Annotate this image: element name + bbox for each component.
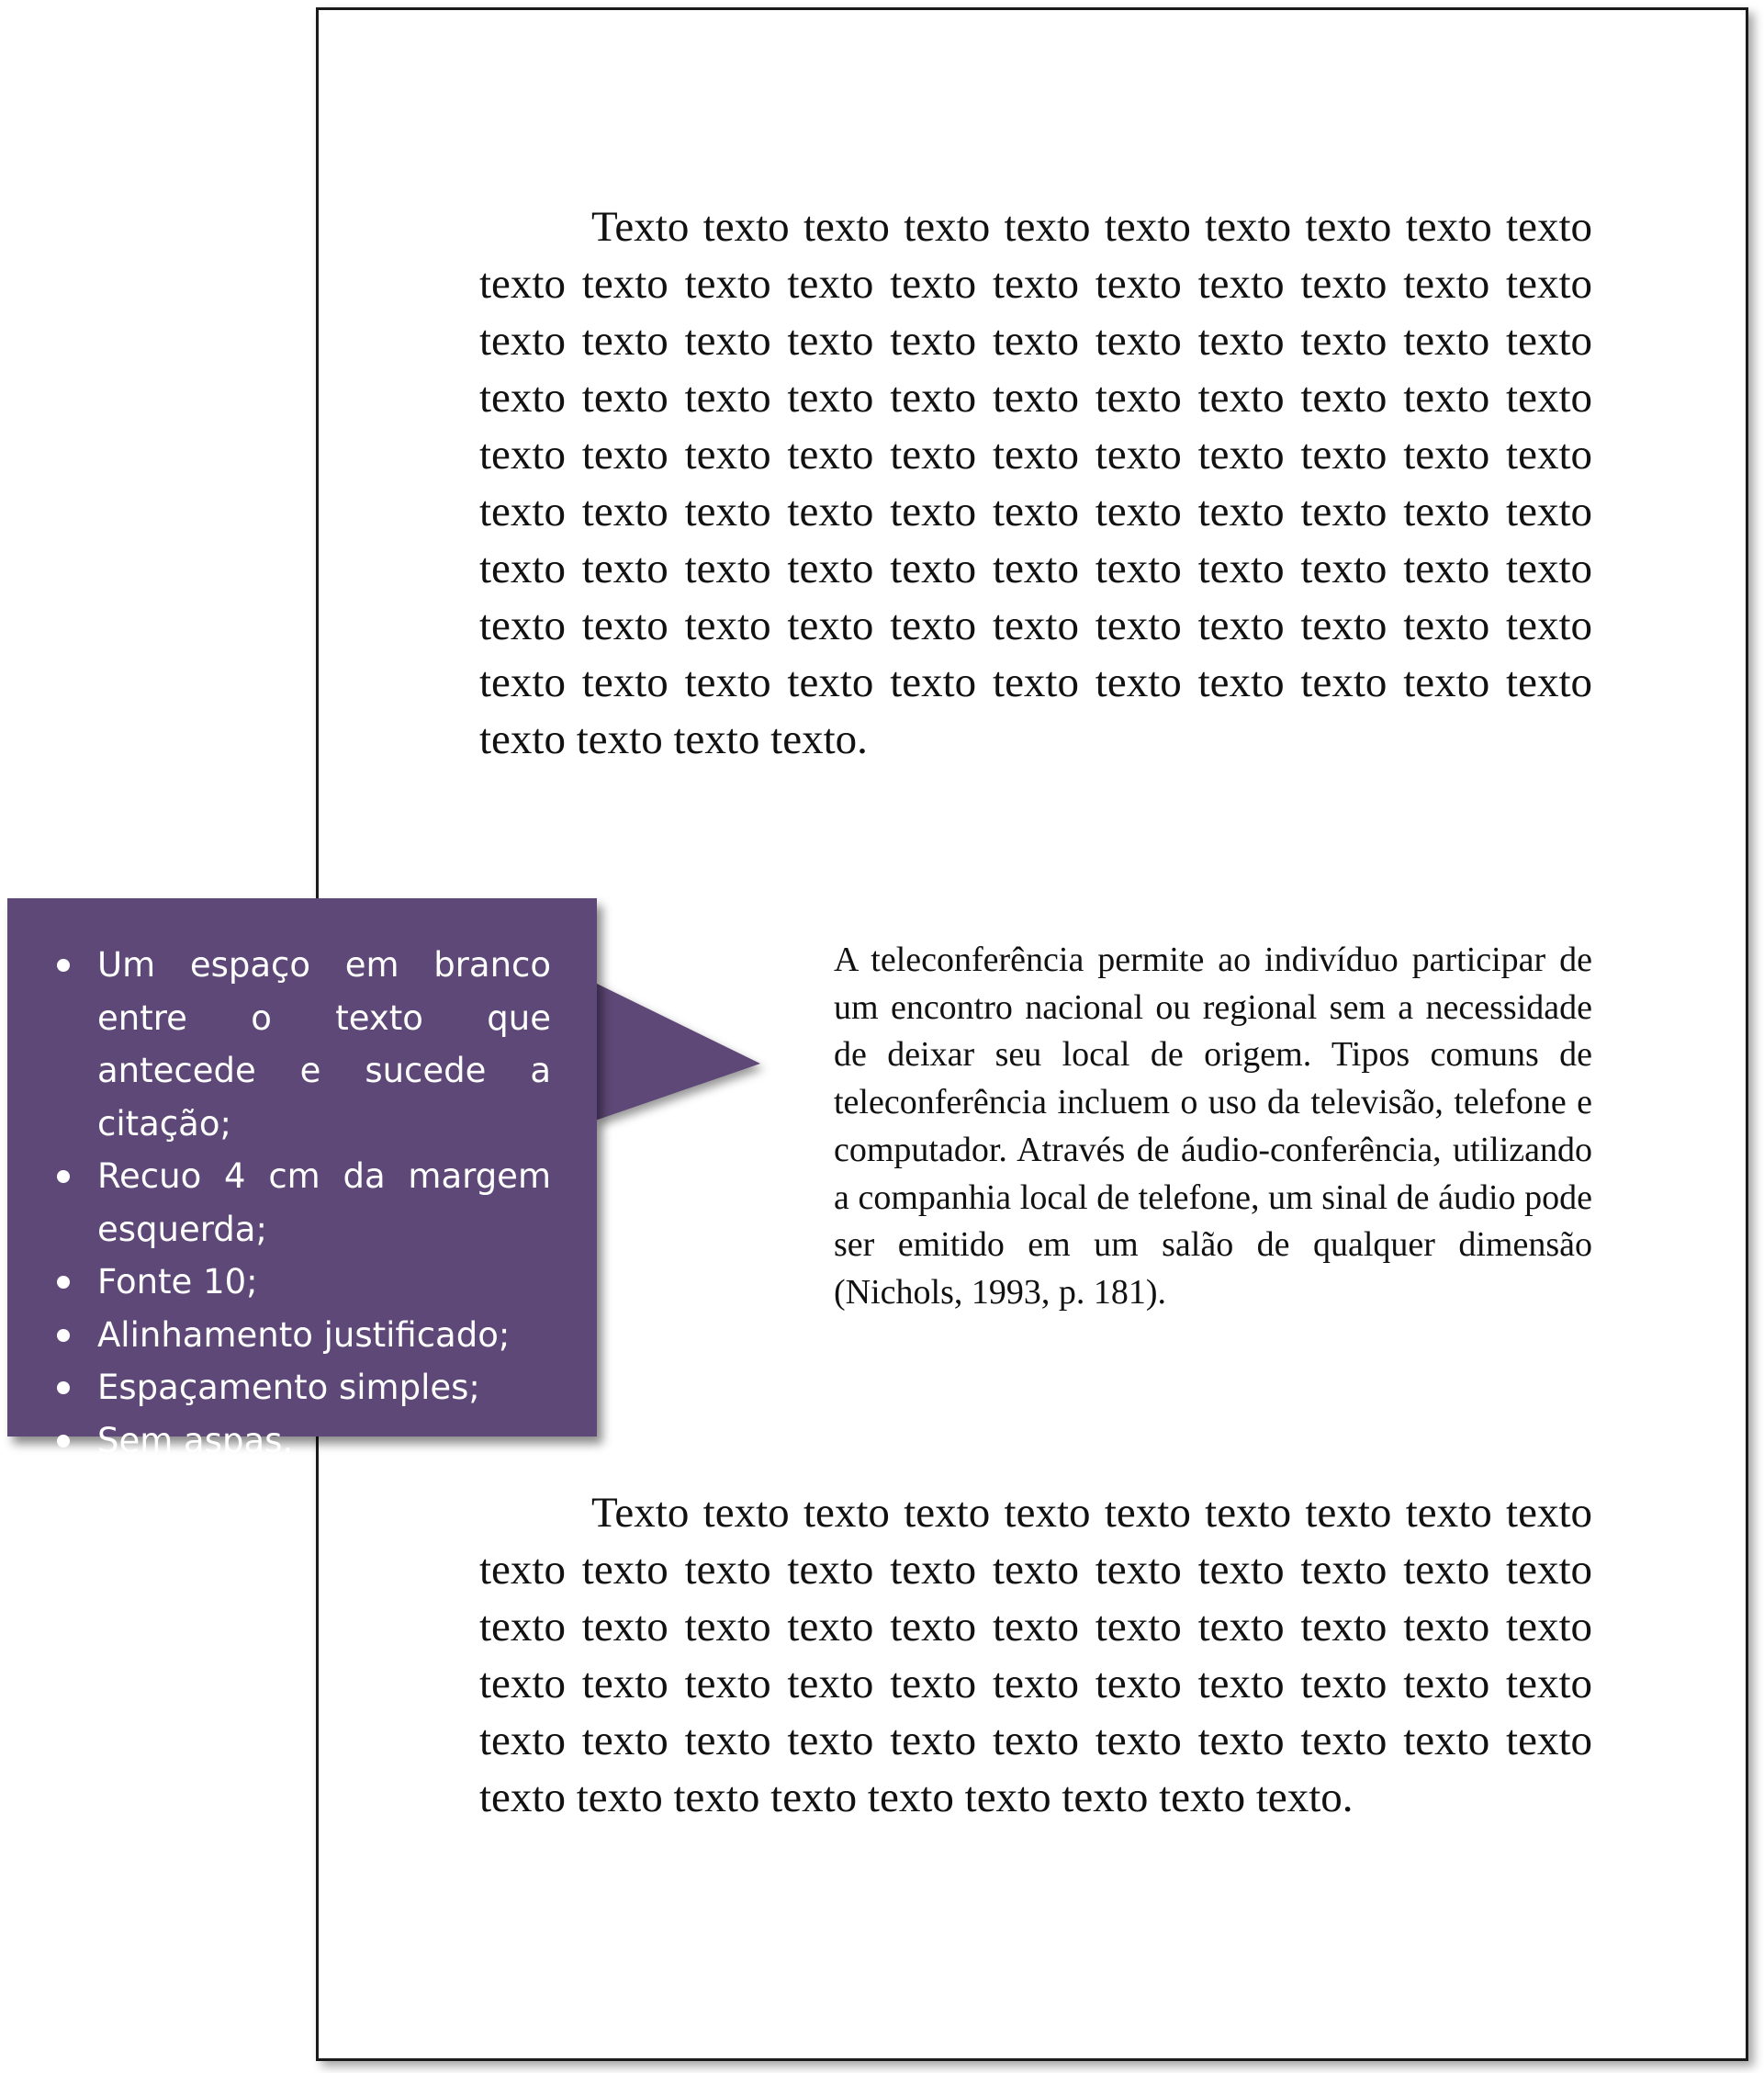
bullet-icon: [57, 1276, 70, 1289]
body-paragraph-1: Texto texto texto texto texto texto texto texto texto texto texto texto texto texto texto texto texto texto texto texto texto texto texto texto texto texto texto texto texto texto texto texto texto texto texto texto texto texto texto texto texto texto texto texto texto texto texto texto texto texto texto texto texto texto texto texto texto texto texto texto texto texto texto texto texto texto texto texto texto texto texto texto texto texto texto texto texto texto texto texto texto texto texto texto texto texto texto texto texto texto texto texto texto texto texto texto texto texto texto texto texto texto.: [479, 203, 1592, 763]
citation-rules-callout: [7, 898, 597, 1460]
long-citation-block: A teleconferência permite ao indivíduo participar de um encontro nacional ou regional sem a necessidade de deixar seu local de origem. Tipos comuns de teleconferência incluem o uso da televisão, telefone e computador. Através de áudio-conferência, utilizando a companhia local de telefone, um sinal de áudio pode ser emitido em um salão de qualquer dimensão (Nichols, 1993, p. 181).: [834, 941, 1592, 1312]
list-item: Espaçamento simples;: [51, 1361, 551, 1414]
bullet-icon: [57, 1381, 70, 1394]
bullet-icon: [57, 959, 70, 972]
list-item: Sem aspas.: [51, 1414, 551, 1468]
body-paragraph-2: Texto texto texto texto texto texto texto texto texto texto texto texto texto texto texto texto texto texto texto texto texto texto texto texto texto texto texto texto texto texto texto texto texto texto texto texto texto texto texto texto texto texto texto texto texto texto texto texto texto texto texto texto texto texto texto texto texto texto texto texto texto texto texto.: [479, 1489, 1592, 1821]
list-item: Fonte 10;: [51, 1256, 551, 1309]
bullet-icon: [57, 1329, 70, 1342]
list-item: Um espaço em branco entre o texto que antecede e sucede a citação;: [51, 939, 551, 1150]
bullet-icon: [57, 1435, 70, 1448]
citation-rules-list: [51, 939, 551, 1467]
list-item: Alinhamento justificado;: [51, 1309, 551, 1362]
bullet-icon: [57, 1170, 70, 1183]
list-item: Recuo 4 cm da margem esquerda;: [51, 1150, 551, 1256]
